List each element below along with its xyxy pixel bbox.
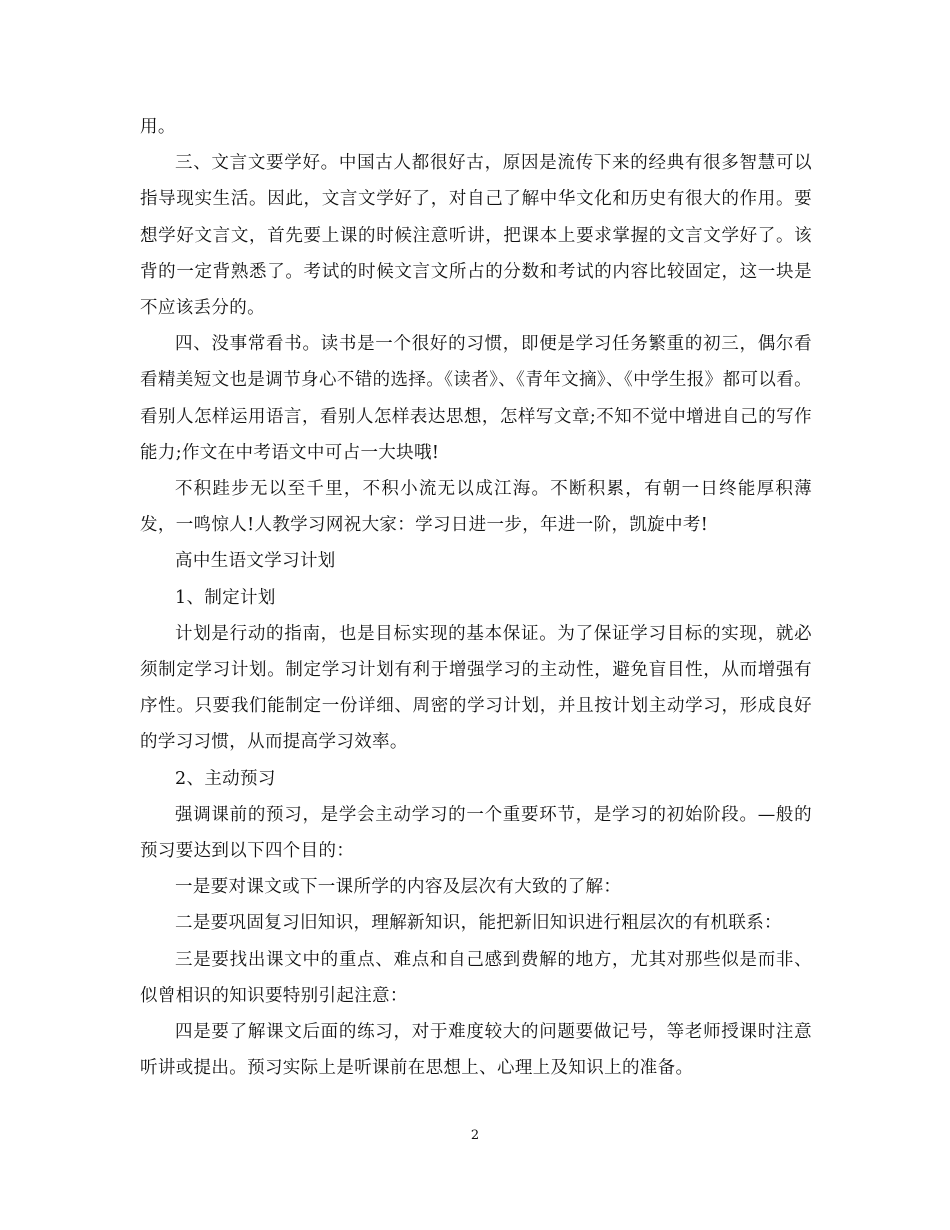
paragraph: 三是要找出课文中的重点、难点和自己感到费解的地方，尤其对那些似是而非、似曾相识的知识要特别引起注意： — [140, 949, 812, 1006]
paragraph: 四、没事常看书。读书是一个很好的习惯，即便是学习任务繁重的初三，偶尔看看精美短文也是调节身心不错的选择。《读者》、《青年文摘》、《中学生报》都可以看。看别人怎样运用语言，看别人怎样表达思想，怎样写文章;不知不觉中增进自己的写作能力;作文在中考语文中可占一大块哦! — [140, 334, 812, 463]
paragraph: 一是要对课文或下一课所学的内容及层次有大致的了解： — [175, 877, 622, 898]
paragraph: 计划是行动的指南，也是目标实现的基本保证。为了保证学习目标的实现，就必须制定学习计划。制定学习计划有利于增强学习的主动性，避免盲目性，从而增强有序性。只要我们能制定一份详细、周密的学习计划，并且按计划主动学习，形成良好的学习习惯，从而提高学习效率。 — [140, 623, 812, 753]
paragraph: 不积跬步无以至千里，不积小流无以成江海。不断积累，有朝一日终能厚积薄发，一鸣惊人!人教学习网祝大家：学习日进一步，年进一阶，凯旋中考! — [140, 479, 812, 536]
paragraph: 2、主动预习 — [175, 768, 276, 789]
page-number: 2 — [470, 1128, 480, 1143]
paragraph: 高中生语文学习计划 — [175, 551, 336, 572]
document-body — [140, 109, 812, 1086]
paragraph: 用。 — [140, 117, 176, 137]
paragraph: 三、文言文要学好。中国古人都很好古，原因是流传下来的经典有很多智慧可以指导现实生活。因此，文言文学好了，对自己了解中华文化和历史有很大的作用。要想学好文言文，首先要上课的时候注意听讲，把课本上要求掌握的文言文学好了。该背的一定背熟悉了。考试的时候文言文所占的分数和考试的内容比较固定，这一块是不应该丢分的。 — [140, 153, 812, 319]
paragraph: 二是要巩固复习旧知识，理解新知识，能把新旧知识进行粗层次的有机联系： — [175, 913, 782, 934]
paragraph: 1、制定计划 — [175, 587, 276, 608]
paragraph: 强调课前的预习，是学会主动学习的一个重要环节，是学习的初始阶段。—般的预习要达到以下四个目的： — [140, 804, 812, 862]
paragraph: 四是要了解课文后面的练习，对于难度较大的问题要做记号，等老师授课时注意听讲或提出。预习实际上是听课前在思想上、心理上及知识上的准备。 — [140, 1022, 812, 1079]
